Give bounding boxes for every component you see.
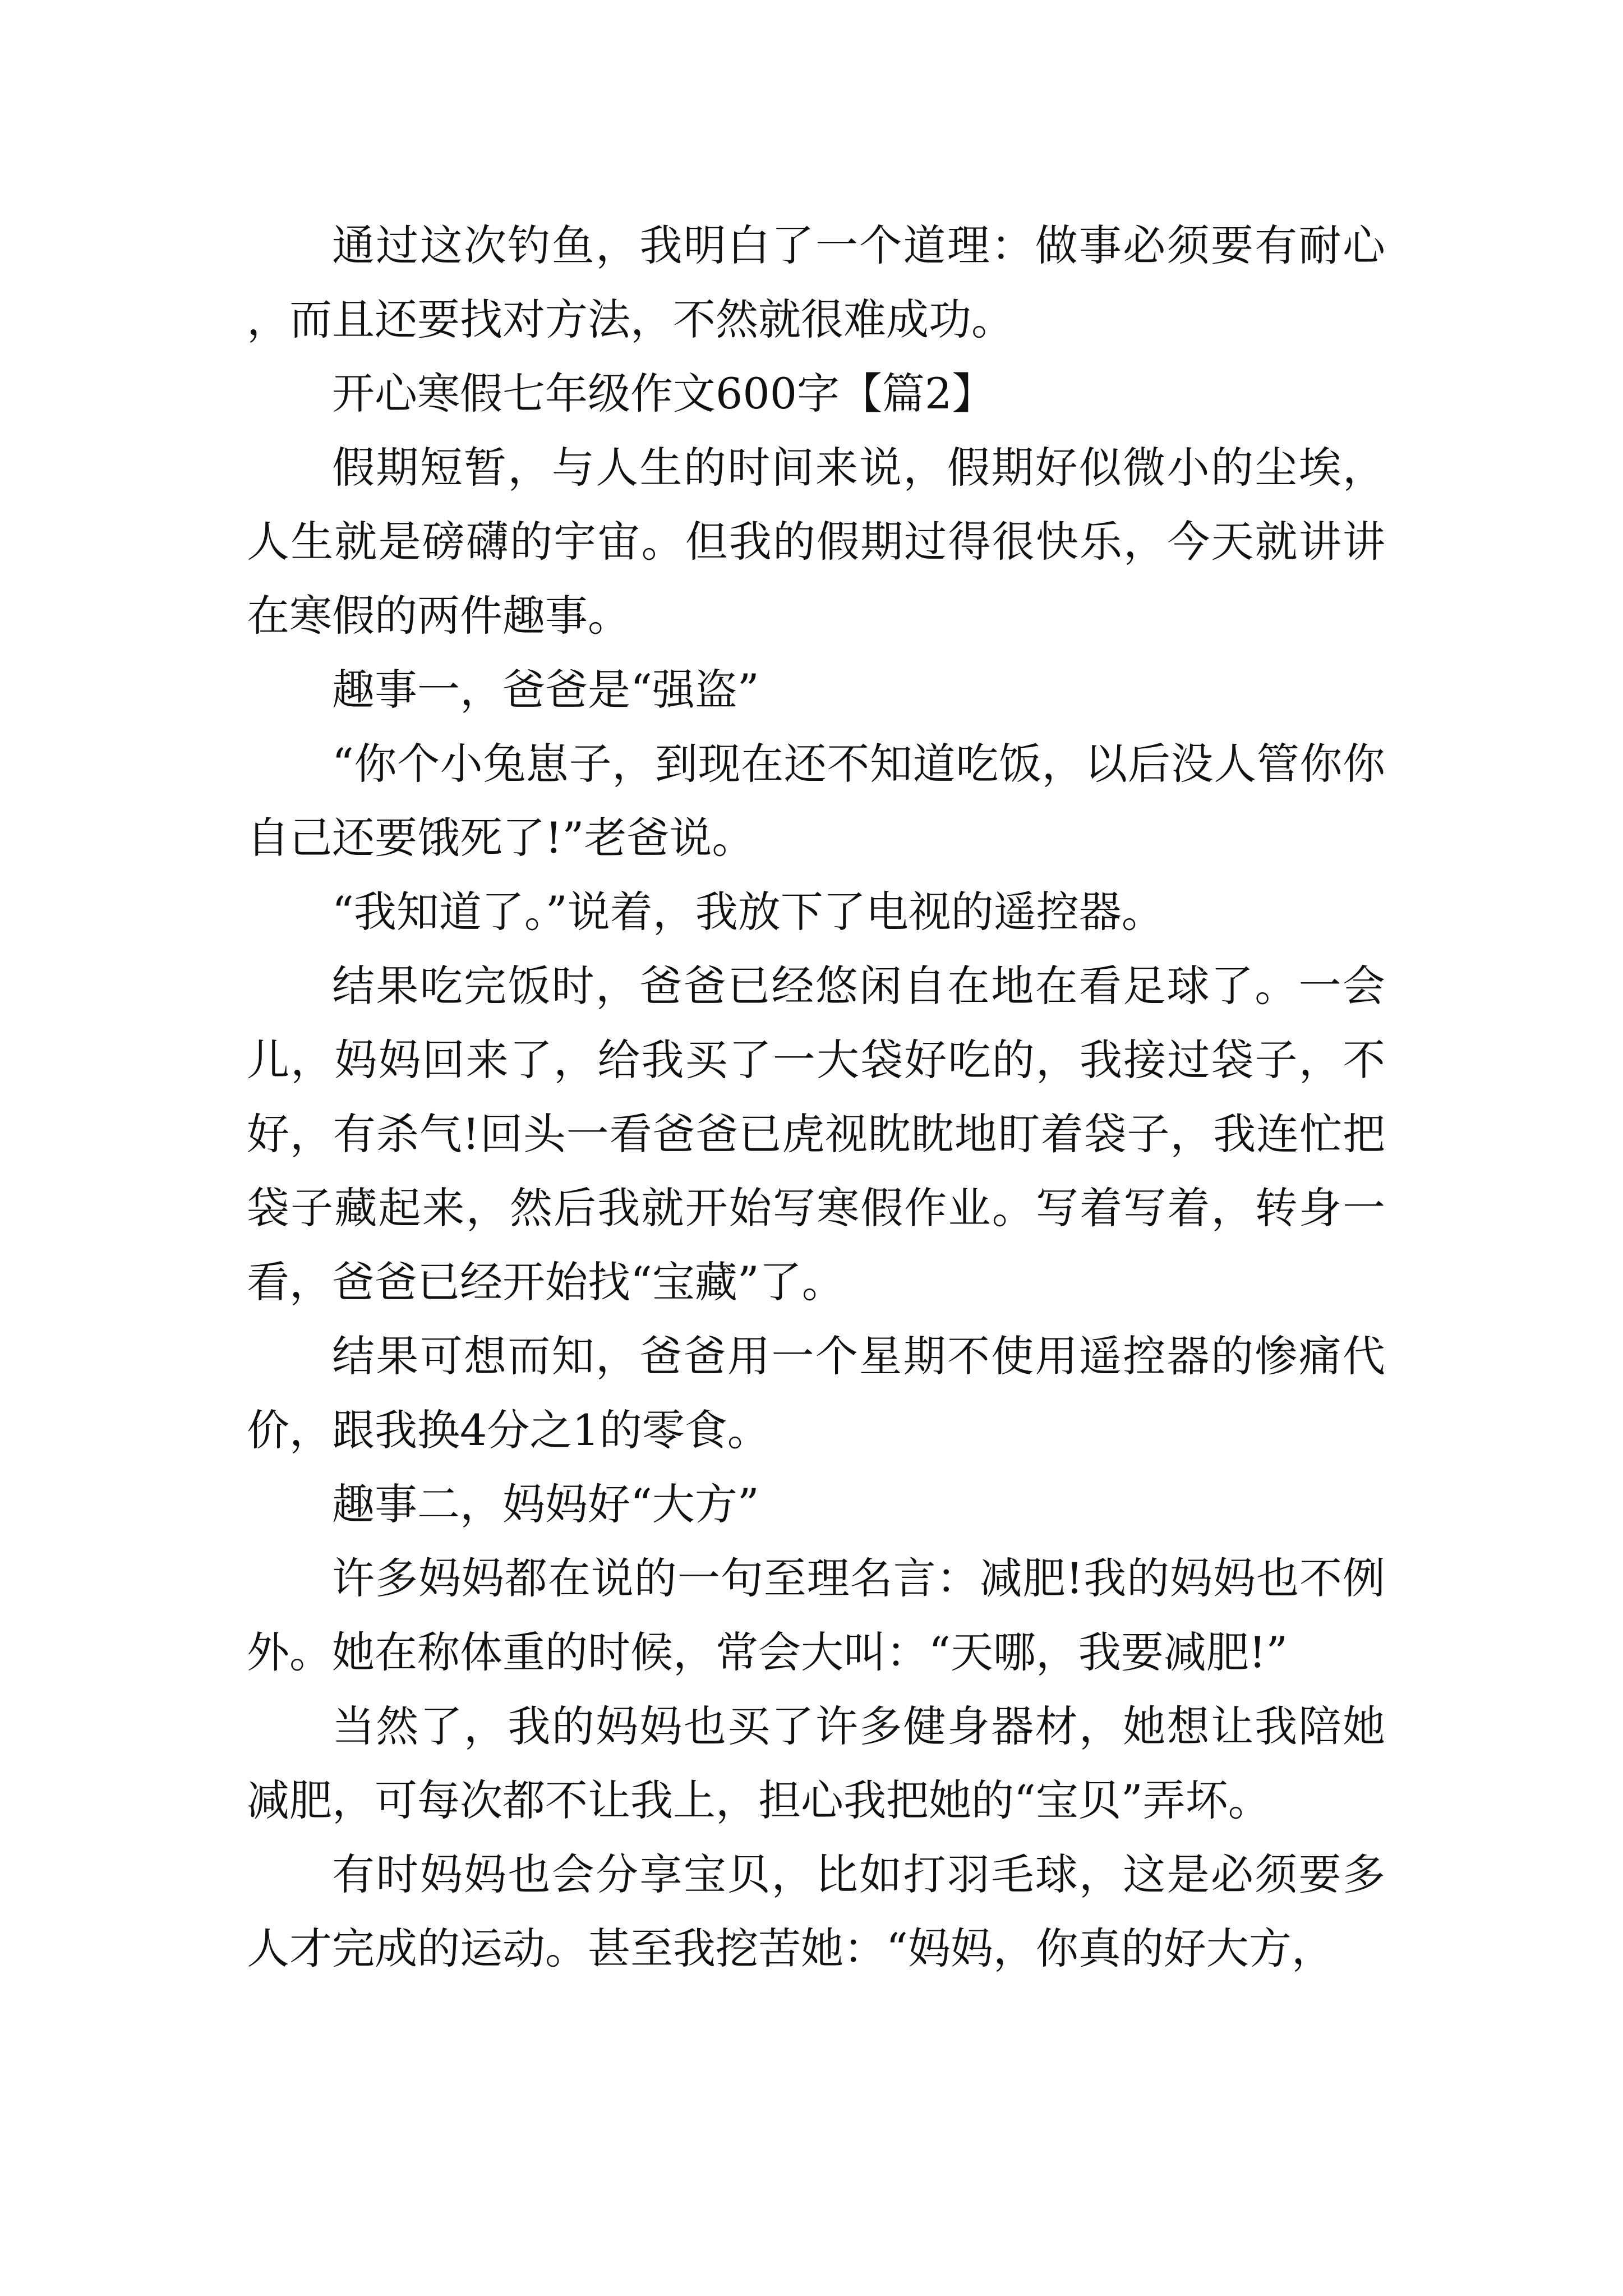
section-heading-two: 趣事二，妈妈好“大方” [332, 1479, 759, 1529]
paragraph-dialogue-dad: “你个小兔崽子，到现在还不知道吃饭，以后没人管你你自己还要饿死了!”老爸说。 [247, 739, 1385, 863]
paragraph-intro: 假期短暂，与人生的时间来说，假期好似微小的尘埃，人生就是磅礴的宇宙。但我的假期过得很快乐，今天就讲讲在寒假的两件趣事。 [247, 443, 1385, 641]
paragraph-diet: 许多妈妈都在说的一句至理名言：减肥!我的妈妈也不例外。她在称体重的时候，常会大叫：“天哪，我要减肥!” [247, 1553, 1385, 1677]
section-heading-one: 趣事一，爸爸是“强盗” [332, 665, 759, 715]
paragraph-result: 结果可想而知，爸爸用一个星期不使用遥控器的惨痛代价，跟我换4分之1的零食。 [247, 1331, 1385, 1455]
document-body [247, 209, 1385, 1986]
paragraph-dialogue-me: “我知道了。”说着，我放下了电视的遥控器。 [332, 887, 1164, 937]
paragraph-story: 结果吃完饭时，爸爸已经悠闲自在地在看足球了。一会儿，妈妈回来了，给我买了一大袋好吃的，我接过袋子，不好，有杀气!回头一看爸爸已虎视眈眈地盯着袋子，我连忙把袋子藏起来，然后我就开始写寒假作业。写着写着，转身一看，爸爸已经开始找“宝藏”了。 [247, 961, 1385, 1307]
paragraph-conclusion: 通过这次钓鱼，我明白了一个道理：做事必须要有耐心，而且还要找对方法，不然就很难成功。 [247, 220, 1385, 344]
paragraph-badminton: 有时妈妈也会分享宝贝，比如打羽毛球，这是必须要多人才完成的运动。甚至我挖苦她：“妈妈，你真的好大方， [247, 1849, 1385, 1973]
essay-heading: 开心寒假七年级作文600字【篇2】 [332, 369, 995, 418]
paragraph-equipment: 当然了，我的妈妈也买了许多健身器材，她想让我陪她减肥，可每次都不让我上，担心我把她的“宝贝”弄坏。 [247, 1701, 1385, 1825]
